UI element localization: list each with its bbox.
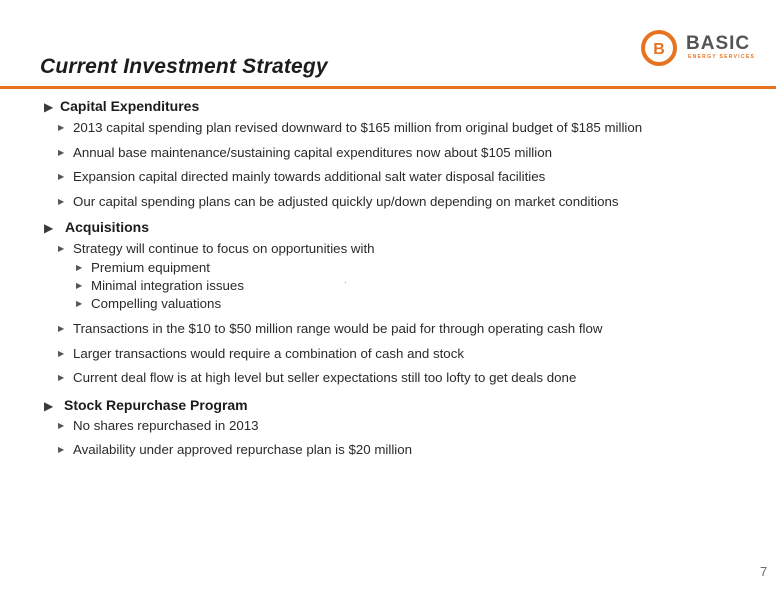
bullet-arrow-icon: ▶ <box>44 100 54 114</box>
bullet-arrow-icon: ▶ <box>58 244 65 253</box>
bullet-arrow-icon: ▶ <box>58 445 65 454</box>
section-heading-repurchase: ▶ Stock Repurchase Program <box>44 397 248 413</box>
bullet-arrow-icon: ▶ <box>58 123 65 132</box>
company-logo <box>640 29 775 67</box>
list-item: ▶ Transactions in the $10 to $50 million range would be paid for through operating cash flow <box>58 321 603 336</box>
list-item: ▶ Larger transactions would require a combination of cash and stock <box>58 346 464 361</box>
sub-list-item: ▶ Compelling valuations <box>76 296 222 311</box>
stray-mark <box>345 282 346 283</box>
logo-mark-icon <box>640 29 680 67</box>
list-item: ▶ Expansion capital directed mainly towards additional salt water disposal facilities <box>58 169 546 184</box>
list-item: ▶ Our capital spending plans can be adjusted quickly up/down depending on market conditions <box>58 194 619 209</box>
list-item: ▶ 2013 capital spending plan revised downward to $165 million from original budget of $185 million <box>58 120 643 135</box>
list-item: ▶ No shares repurchased in 2013 <box>58 418 259 433</box>
section-heading-capex: ▶ Capital Expenditures <box>44 98 200 114</box>
bullet-arrow-icon: ▶ <box>76 281 83 290</box>
title-divider <box>0 86 776 89</box>
list-item: ▶ Availability under approved repurchase plan is $20 million <box>58 442 413 457</box>
bullet-arrow-icon: ▶ <box>44 399 54 413</box>
bullet-arrow-icon: ▶ <box>76 299 83 308</box>
list-item: ▶ Annual base maintenance/sustaining capital expenditures now about $105 million <box>58 145 553 160</box>
bullet-arrow-icon: ▶ <box>44 221 54 235</box>
bullet-arrow-icon: ▶ <box>58 197 65 206</box>
sub-list-item: ▶ Premium equipment <box>76 260 210 275</box>
svg-text:B: B <box>653 41 665 58</box>
section-heading-acquisitions: ▶ Acquisitions <box>44 219 150 235</box>
bullet-arrow-icon: ▶ <box>76 263 83 272</box>
bullet-arrow-icon: ▶ <box>58 421 65 430</box>
bullet-arrow-icon: ▶ <box>58 373 65 382</box>
logo-tagline: ENERGY SERVICES <box>688 54 756 60</box>
sub-list-item: ▶ Minimal integration issues <box>76 278 244 293</box>
list-item: ▶ Current deal flow is at high level but seller expectations still too lofty to get deals done <box>58 370 577 385</box>
list-item: ▶ Strategy will continue to focus on opportunities with <box>58 241 375 256</box>
bullet-arrow-icon: ▶ <box>58 148 65 157</box>
bullet-arrow-icon: ▶ <box>58 349 65 358</box>
bullet-arrow-icon: ▶ <box>58 172 65 181</box>
logo-word: BASIC <box>686 33 751 54</box>
bullet-arrow-icon: ▶ <box>58 324 65 333</box>
page-number: 7 <box>760 564 768 579</box>
page-title: Current Investment Strategy <box>40 55 328 78</box>
